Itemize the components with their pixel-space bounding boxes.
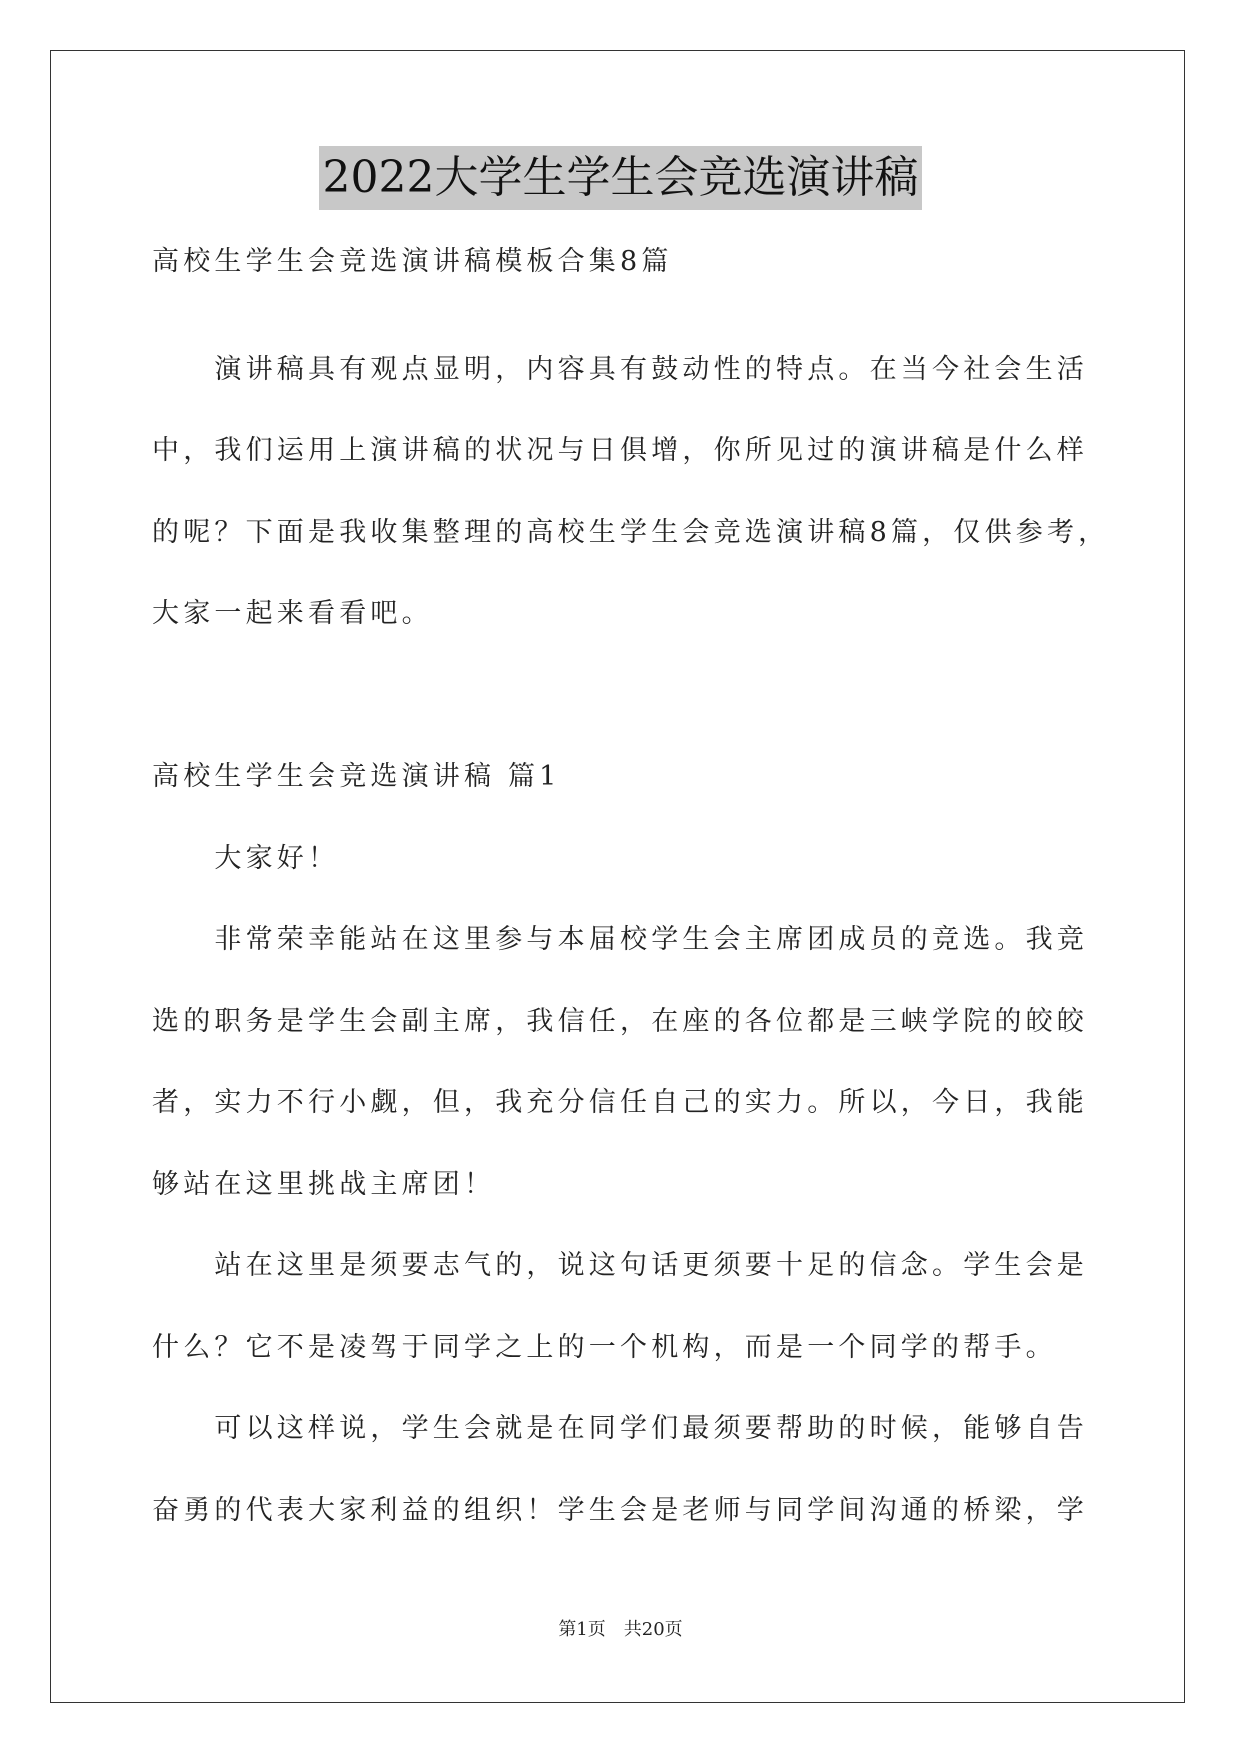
section-heading: 高校生学生会竞选演讲稿 篇1 (152, 761, 561, 792)
body-line: 奋勇的代表大家利益的组织！学生会是老师与同学间沟通的桥梁，学 (152, 1495, 1088, 1526)
document-title: 2022大学生学生会竞选演讲稿 (319, 146, 923, 210)
body-line: 大家好！ (152, 843, 340, 874)
body-line: 非常荣幸能站在这里参与本届校学生会主席团成员的竞选。我竞 (152, 924, 1088, 955)
body-line: 中，我们运用上演讲稿的状况与日俱增，你所见过的演讲稿是什么样 (152, 435, 1088, 466)
body-line: 够站在这里挑战主席团！ (152, 1169, 496, 1200)
title-container (0, 146, 1241, 210)
body-line: 选的职务是学生会副主席，我信任，在座的各位都是三峡学院的皎皎 (152, 1006, 1088, 1037)
body-line: 站在这里是须要志气的，说这句话更须要十足的信念。学生会是 (152, 1250, 1088, 1281)
page-footer: 第1页 共20页 (558, 1619, 683, 1640)
body-line: 者，实力不行小觑，但，我充分信任自己的实力。所以，今日，我能 (152, 1087, 1088, 1118)
body-line: 大家一起来看看吧。 (152, 598, 433, 629)
body-line: 什么？它不是凌驾于同学之上的一个机构，而是一个同学的帮手。 (152, 1332, 1057, 1363)
body-line: 可以这样说，学生会就是在同学们最须要帮助的时候，能够自告 (152, 1413, 1088, 1444)
subtitle-line: 高校生学生会竞选演讲稿模板合集8篇 (152, 246, 673, 277)
body-line: 演讲稿具有观点显明，内容具有鼓动性的特点。在当今社会生活 (152, 354, 1088, 385)
body-line: 的呢？下面是我收集整理的高校生学生会竞选演讲稿8篇，仅供参考， (152, 517, 1110, 548)
